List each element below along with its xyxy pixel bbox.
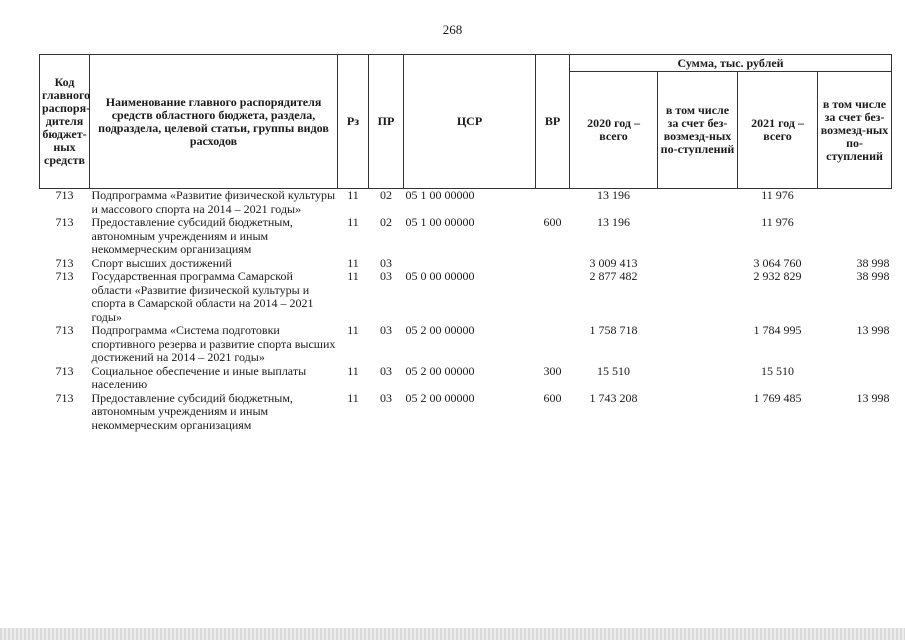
- header-csr: ЦСР: [404, 55, 536, 189]
- cell-2021-total: 11 976: [761, 215, 794, 229]
- header-code: Код главного распоря-дителя бюджет-ных средств: [40, 55, 90, 189]
- cell-rz: 11: [347, 390, 359, 405]
- header-2020-free: в том числе за счет без-возмезд-ных по-ступлений: [658, 72, 738, 189]
- cell-2020-total: 15 510: [597, 363, 630, 378]
- cell-name: Спорт высших достижений: [91, 255, 232, 270]
- cell-name: Предоставление субсидий бюджетным, автономным учреждениям и иным некоммерческим организациям: [91, 215, 293, 256]
- header-rz: Рз: [338, 55, 369, 189]
- cell-rz: 11: [347, 269, 359, 283]
- cell-2020-free: [658, 392, 738, 433]
- cell-2020-total: 3 009 413: [589, 255, 638, 270]
- cell-2020-free: [658, 270, 738, 324]
- cell-2020-free: [658, 365, 738, 392]
- cell-2021-total: 3 064 760: [753, 255, 802, 270]
- cell-2021-total: 1 769 485: [753, 390, 802, 405]
- cell-2020-free: [658, 257, 738, 271]
- cell-2021-total: 2 932 829: [753, 269, 802, 283]
- cell-csr: [404, 257, 536, 271]
- budget-table: [39, 54, 892, 432]
- cell-rz: 11: [347, 188, 359, 202]
- cell-pr: 03: [380, 390, 392, 405]
- cell-code: 713: [55, 363, 74, 378]
- cell-2021-total: 11 976: [761, 188, 794, 202]
- table-row: [40, 257, 892, 271]
- cell-name: Подпрограмма «Развитие физической культуры и массового спорта на 2014 – 2021 годы»: [91, 188, 336, 216]
- cell-pr: 03: [380, 323, 392, 337]
- header-2021-total: 2021 год – всего: [738, 72, 818, 189]
- header-2021-free: в том числе за счет без-возмезд-ных по-ступлений: [818, 72, 892, 189]
- cell-csr: 05 1 00 00000: [405, 215, 475, 229]
- cell-2020-free: [658, 324, 738, 365]
- table-row: [40, 270, 892, 324]
- cell-2020-free: [658, 216, 738, 257]
- cell-code: 713: [55, 269, 74, 283]
- cell-code: 713: [55, 255, 74, 270]
- cell-code: 713: [55, 390, 74, 405]
- cell-vr: [536, 270, 570, 324]
- cell-2021-total: 1 784 995: [753, 323, 802, 337]
- cell-vr: 600: [543, 215, 562, 229]
- cell-pr: 03: [380, 269, 392, 283]
- cell-2021-total: 15 510: [761, 363, 794, 378]
- cell-pr: 02: [380, 215, 392, 229]
- cell-2021-free: [818, 189, 892, 217]
- header-name: Наименование главного распорядителя средств областного бюджета, раздела, подраздела, целевой статьи, группы видов расходов: [90, 55, 338, 189]
- table-row: [40, 324, 892, 365]
- cell-2020-total: 2 877 482: [589, 269, 638, 283]
- cell-2021-free: 13 998: [856, 390, 890, 405]
- cell-2020-total: 1 743 208: [589, 390, 638, 405]
- table-row: [40, 392, 892, 433]
- cell-rz: 11: [347, 323, 359, 337]
- cell-rz: 11: [347, 363, 359, 378]
- cell-2020-total: 13 196: [597, 215, 630, 229]
- header-2020-total: 2020 год – всего: [570, 72, 658, 189]
- cell-pr: 03: [380, 363, 392, 378]
- cell-2020-total: 13 196: [597, 188, 630, 202]
- cell-2020-free: [658, 189, 738, 217]
- cell-2021-free: [818, 216, 892, 257]
- table-row: [40, 189, 892, 217]
- cell-name: Социальное обеспечение и иные выплаты населению: [91, 363, 307, 391]
- cell-pr: 03: [380, 255, 392, 270]
- cell-name: Государственная программа Самарской области «Развитие физической культуры и спорта в Самарской области на 2014 – 2021 годы»: [91, 269, 314, 324]
- cell-2021-free: 38 998: [856, 269, 890, 283]
- cell-vr: 600: [543, 390, 562, 405]
- cell-2020-total: 1 758 718: [589, 323, 638, 337]
- scan-edge: [0, 628, 905, 640]
- cell-2021-free: 13 998: [856, 323, 890, 337]
- cell-2021-free: [818, 365, 892, 392]
- header-pr: ПР: [369, 55, 404, 189]
- cell-csr: 05 2 00 00000: [405, 390, 475, 405]
- cell-name: Предоставление субсидий бюджетным, автономным учреждениям и иным некоммерческим организациям: [91, 390, 293, 432]
- cell-pr: 02: [380, 188, 392, 202]
- cell-2021-free: 38 998: [856, 255, 890, 270]
- cell-csr: 05 0 00 00000: [405, 269, 475, 283]
- cell-csr: 05 2 00 00000: [405, 363, 475, 378]
- cell-vr: [536, 324, 570, 365]
- page-number: 268: [442, 22, 463, 37]
- cell-code: 713: [55, 215, 74, 229]
- cell-name: Подпрограмма «Система подготовки спортивного резерва и развитие спорта высших достижений на 2014 – 2021 годы»: [91, 323, 336, 364]
- cell-rz: 11: [347, 255, 359, 270]
- cell-code: 713: [55, 323, 74, 337]
- cell-vr: [536, 189, 570, 217]
- header-vr: ВР: [536, 55, 570, 189]
- table-header: [40, 55, 892, 189]
- table-row: [40, 365, 892, 392]
- cell-code: 713: [55, 188, 74, 202]
- cell-vr: 300: [543, 363, 562, 378]
- table-row: [40, 216, 892, 257]
- table-body: [40, 189, 892, 433]
- header-sum: Сумма, тыс. рублей: [570, 55, 892, 72]
- cell-csr: 05 2 00 00000: [405, 323, 475, 337]
- cell-vr: [536, 257, 570, 271]
- cell-rz: 11: [347, 215, 359, 229]
- cell-csr: 05 1 00 00000: [405, 188, 475, 202]
